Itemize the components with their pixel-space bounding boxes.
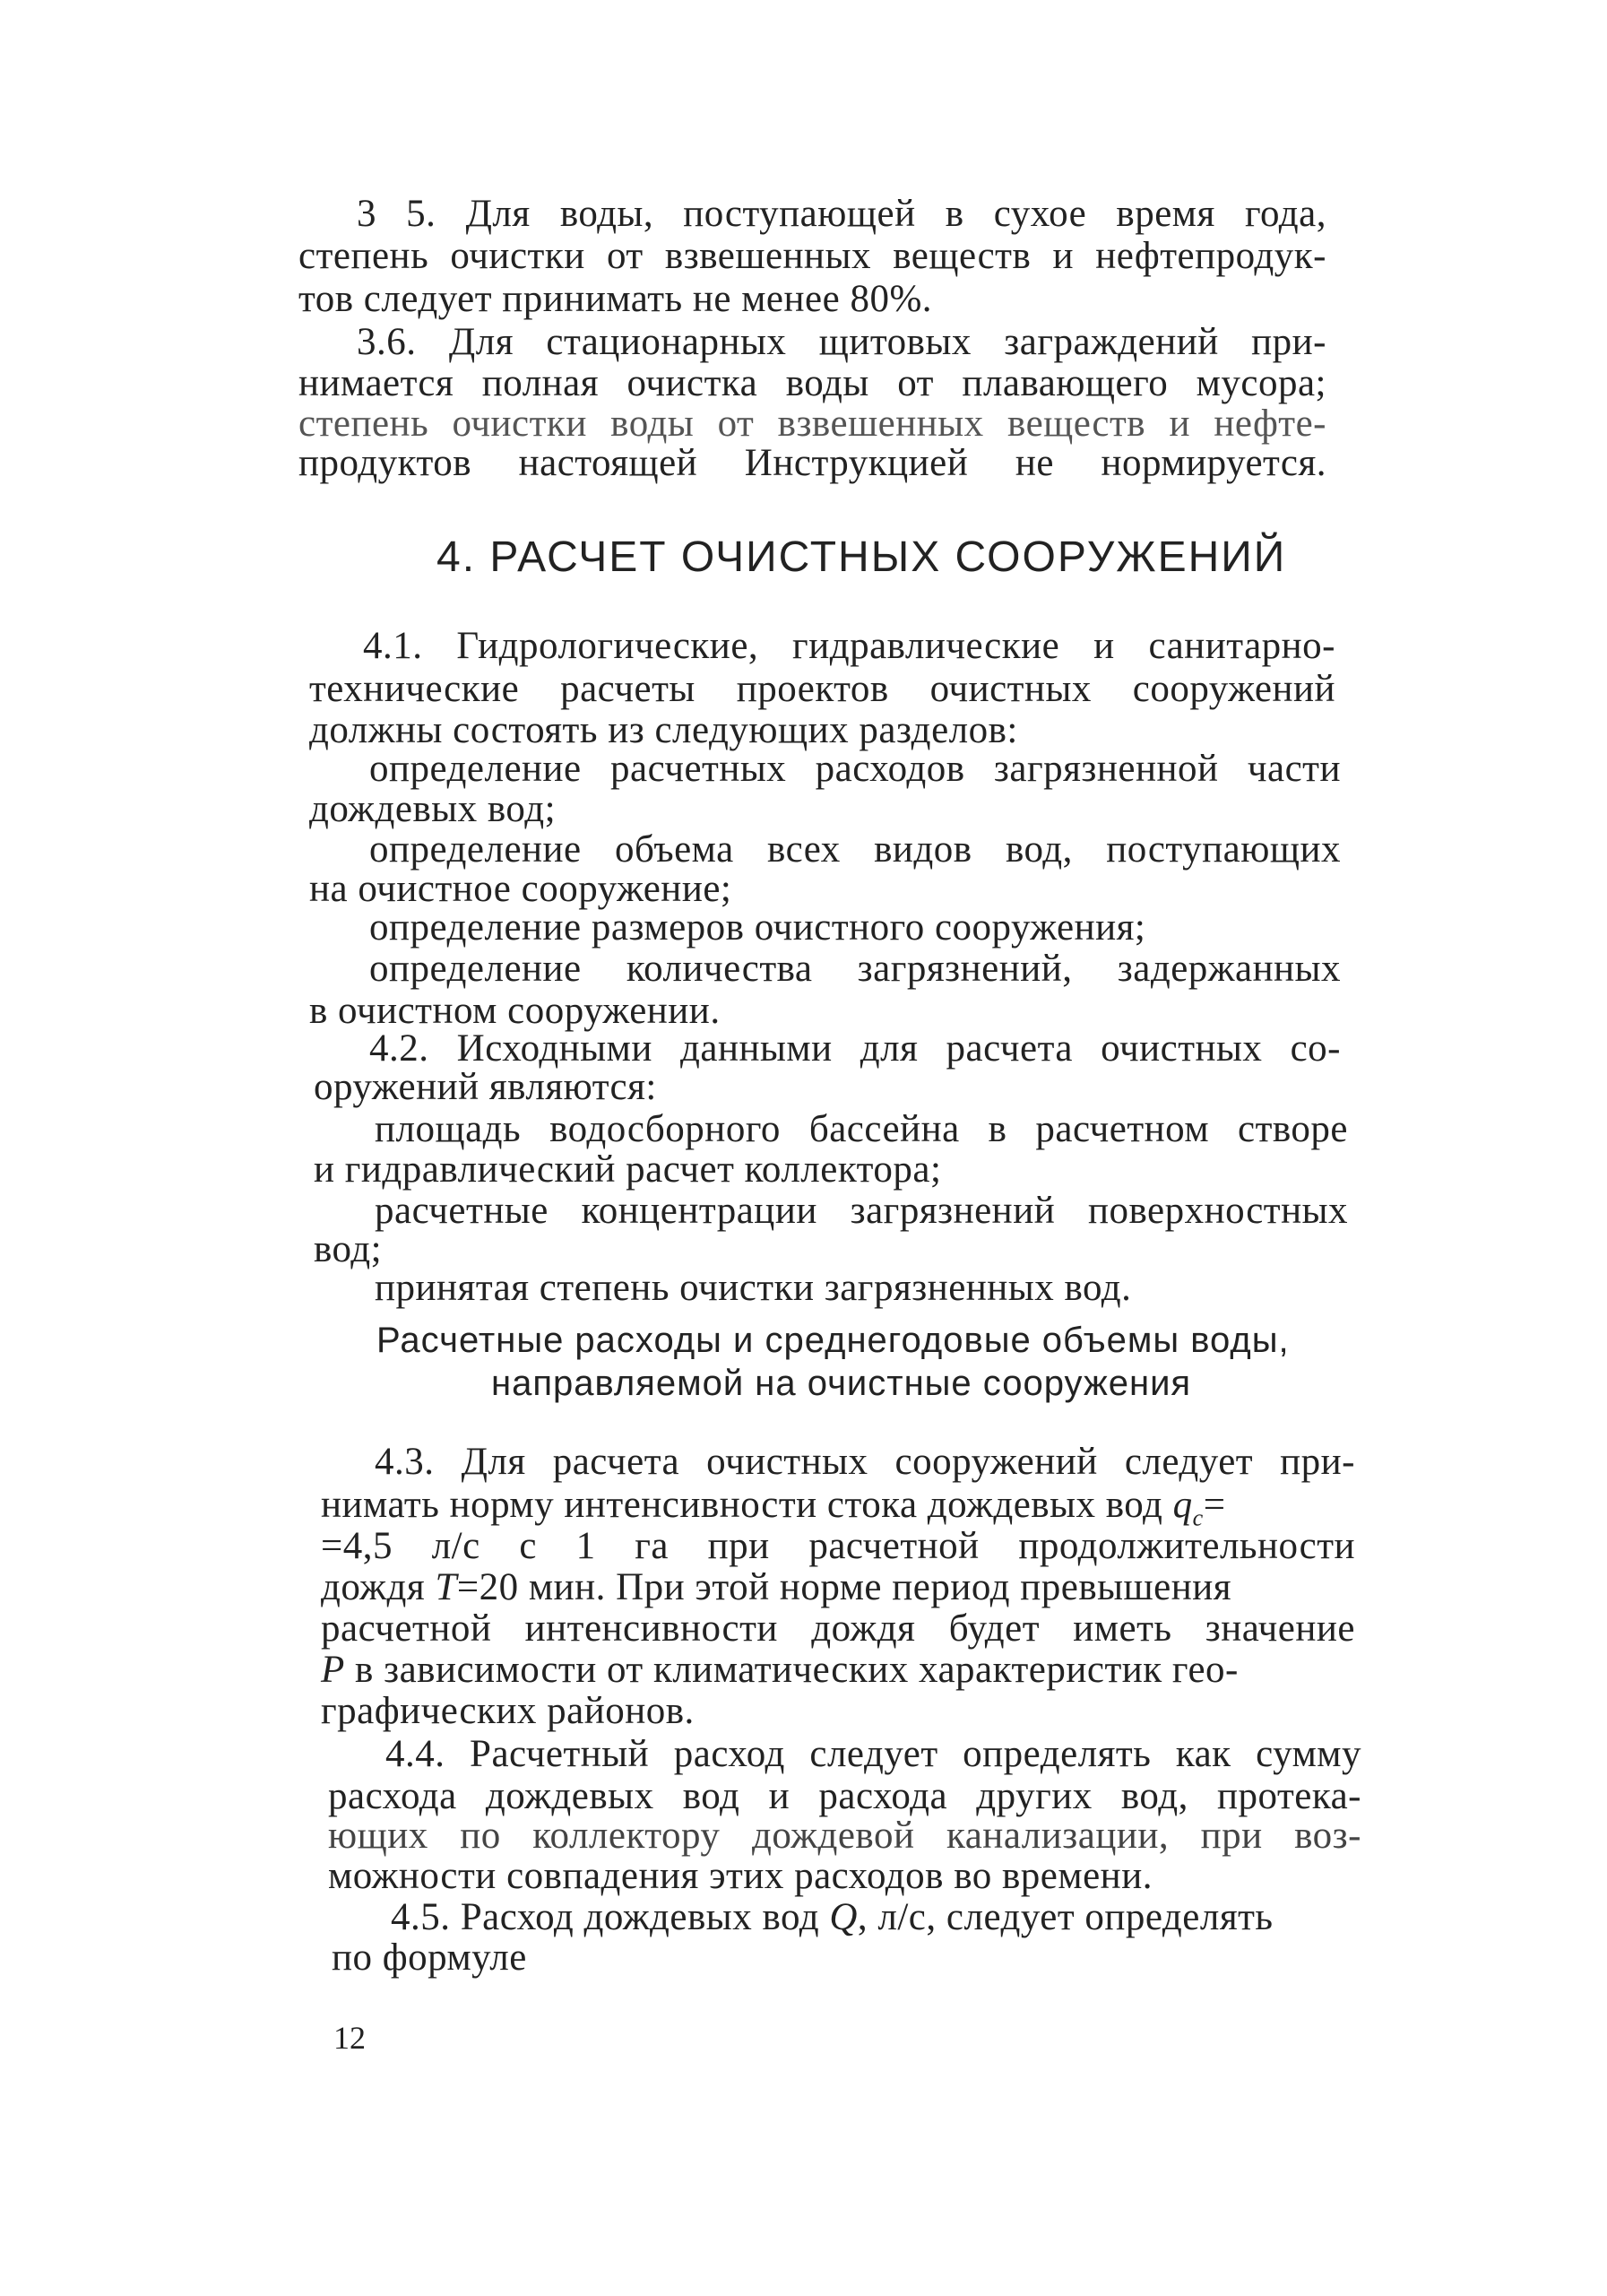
p43-var-q-subscript: c [1192,1504,1204,1531]
p43-eq-sign: = [1203,1484,1226,1526]
p45-line2: по формуле [332,1936,527,1979]
p35-line3: тов следует принимать не менее 80%. [298,278,933,320]
p45-line1 [391,1896,1274,1939]
p41-line1: 4.1. Гидрологические, гидравлические и санитарно- [363,625,1335,667]
p43-line6-post: в зависимости от климатических характеристик гео- [355,1649,1239,1691]
p42-item3-line1: принятая степень очистки загрязненных вод. [375,1267,1132,1309]
p41-item1-line2: дождевых вод; [309,788,557,830]
p43-line3: =4,5 л/с с 1 га при расчетной продолжительности [321,1525,1355,1567]
p42-item2-line1: расчетные концентрации загрязнений поверхностных [375,1190,1348,1232]
p35-line1: 3 5. Для воды, поступающей в сухое время года, [357,193,1326,235]
p42-item1-line1: площадь водосборного бассейна в расчетном створе [375,1108,1348,1150]
p43-line6 [321,1649,1239,1692]
p41-item4-line2: в очистном сооружении. [309,990,721,1032]
p43-line4-post: =20 мин. При этой норме период превышения [456,1566,1232,1608]
p45-line1-pre: 4.5. Расход дождевых вод [391,1896,820,1938]
p43-line5: расчетной интенсивности дождя будет иметь значение [321,1607,1355,1650]
p44-line4: можности совпадения этих расходов во времени. [328,1855,1153,1897]
p42-line2: оружений являются: [314,1066,657,1108]
p36-line1: 3.6. Для стационарных щитовых заграждений при- [357,321,1326,363]
p41-item2-line2: на очистное сооружение; [309,868,732,910]
p42-line1: 4.2. Исходными данными для расчета очистных со- [369,1027,1341,1070]
p45-var-q: Q [829,1896,858,1938]
p41-item2-line1: определение объема всех видов вод, поступающих [369,828,1341,871]
p44-line1: 4.4. Расчетный расход следует определять как сумму [385,1733,1361,1775]
p36-line3: степень очистки воды от взвешенных веществ и нефте- [298,403,1326,445]
p41-item1-line1: определение расчетных расходов загрязненной части [369,748,1341,790]
p41-line2: технические расчеты проектов очистных сооружений [309,668,1335,710]
p43-line1: 4.3. Для расчета очистных сооружений следует при- [375,1441,1355,1483]
p41-line3: должны состоять из следующих разделов: [309,709,1018,751]
p41-item4-line1: определение количества загрязнений, задержанных [369,948,1341,990]
subheading-line1: Расчетные расходы и среднегодовые объемы воды, [376,1321,1290,1360]
p35-line2: степень очистки от взвешенных веществ и нефтепродук- [298,235,1326,277]
p43-var-q: q [1172,1484,1193,1526]
p43-line4 [321,1566,1231,1609]
p43-line7: графических районов. [321,1690,695,1732]
p44-line2: расхода дождевых вод и расхода других вод, протека- [328,1775,1361,1817]
p44-line3: ющих по коллектору дождевой канализации, при воз- [328,1815,1361,1857]
section-heading: 4. РАСЧЕТ ОЧИСТНЫХ СООРУЖЕНИЙ [436,533,1287,581]
subheading-line2: направляемой на очистные сооружения [491,1364,1192,1403]
p36-line4: продуктов настоящей Инструкцией не нормируется. [298,442,1326,484]
p43-var-t: T [435,1566,457,1608]
page-number: 12 [333,2020,366,2056]
p45-line1-post: , л/с, следует определять [857,1896,1274,1938]
p41-item3-line1: определение размеров очистного сооружения; [369,906,1146,949]
p43-line2-text: нимать норму интенсивности стока дождевых вод [321,1484,1163,1526]
p42-item2-line2: вод; [314,1228,383,1270]
p43-var-p: P [321,1649,345,1691]
p43-line4-pre: дождя [321,1566,426,1608]
p36-line2: нимается полная очистка воды от плавающего мусора; [298,362,1326,404]
p42-item1-line2: и гидравлический расчет коллектора; [314,1148,942,1191]
